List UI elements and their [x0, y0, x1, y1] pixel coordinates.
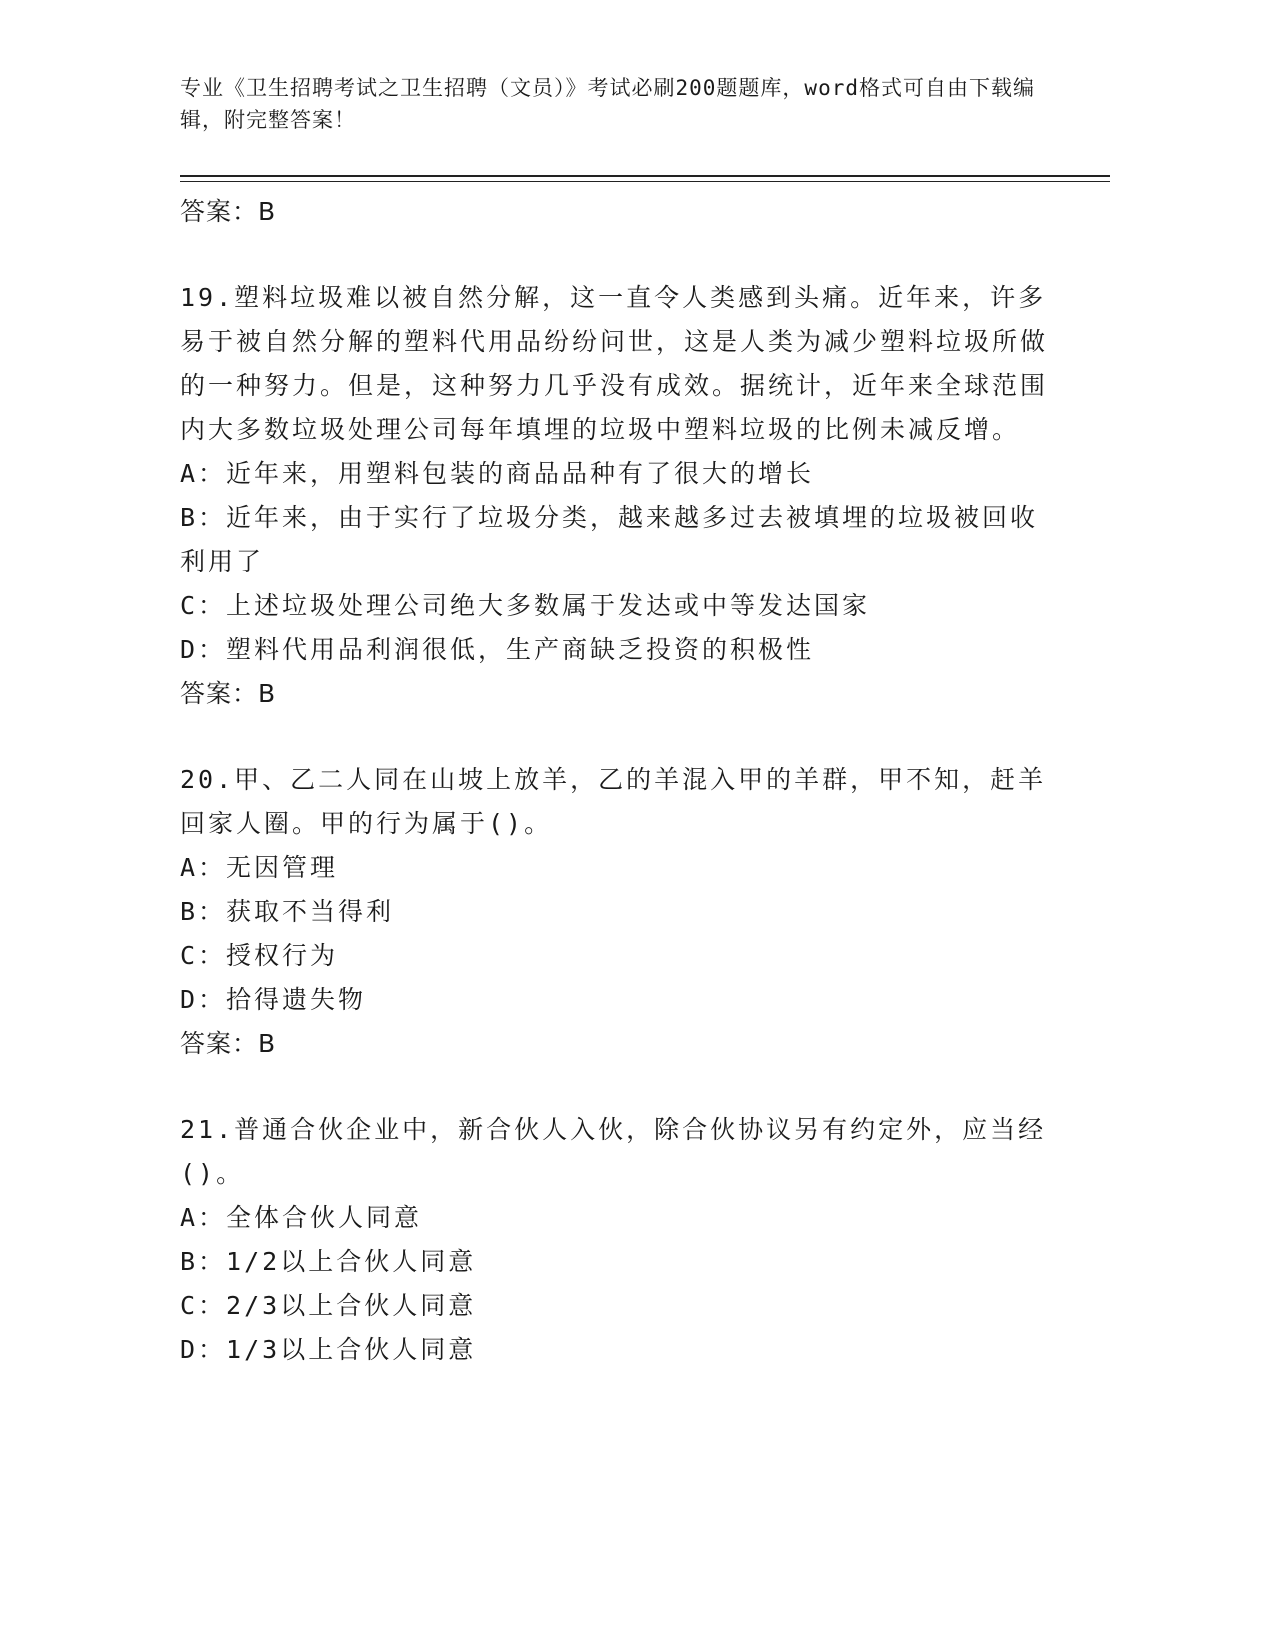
option-c: C：授权行为 — [180, 941, 339, 970]
option-b: B：近年来，由于实行了垃圾分类，越来越多过去被填埋的垃圾被回收利用了 — [180, 503, 1039, 576]
option-b: B：1/2以上合伙人同意 — [180, 1247, 477, 1276]
option-a: A：无因管理 — [180, 853, 339, 882]
question-block — [180, 1108, 1050, 1372]
question-stem: 20.甲、乙二人同在山坡上放羊，乙的羊混入甲的羊群，甲不知，赶羊回家人圈。甲的行为属于()。 — [180, 765, 1047, 838]
option-d: D：拾得遗失物 — [180, 985, 367, 1014]
question-stem: 21.普通合伙企业中，新合伙人入伙，除合伙协议另有约定外，应当经()。 — [180, 1115, 1047, 1188]
answer-label: 答案：B — [180, 679, 277, 708]
option-c: C：上述垃圾处理公司绝大多数属于发达或中等发达国家 — [180, 591, 871, 620]
option-d: D：塑料代用品利润很低，生产商缺乏投资的积极性 — [180, 635, 815, 664]
header-divider-thick — [180, 175, 1110, 177]
option-d: D：1/3以上合伙人同意 — [180, 1335, 477, 1364]
question-stem: 19.塑料垃圾难以被自然分解，这一直令人类感到头痛。近年来，许多易于被自然分解的塑料代用品纷纷问世，这是人类为减少塑料垃圾所做的一种努力。但是，这种努力几乎没有成效。据统计，近年来全球范围内大多数垃圾处理公司每年填埋的垃圾中塑料垃圾的比例未减反增。 — [180, 283, 1049, 444]
document-header: 专业《卫生招聘考试之卫生招聘（文员）》考试必刷200题题库，word格式可自由下载编辑，附完整答案！ — [180, 76, 1035, 132]
option-c: C：2/3以上合伙人同意 — [180, 1291, 477, 1320]
answer-label: 答案：B — [180, 197, 277, 226]
option-b: B：获取不当得利 — [180, 897, 395, 926]
option-a: A：近年来，用塑料包装的商品品种有了很大的增长 — [180, 459, 815, 488]
header-divider-thin — [180, 181, 1110, 182]
question-block — [180, 276, 1050, 716]
question-list — [180, 190, 1050, 1372]
option-a: A：全体合伙人同意 — [180, 1203, 423, 1232]
question-block — [180, 758, 1050, 1066]
answer-label: 答案：B — [180, 1029, 277, 1058]
